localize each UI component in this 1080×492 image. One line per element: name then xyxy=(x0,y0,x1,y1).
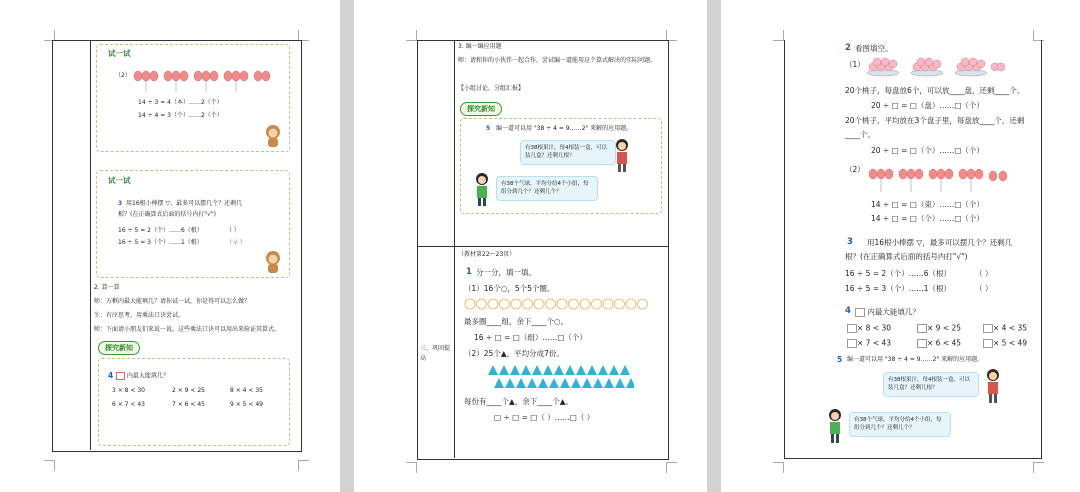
fill-line: 每份有____个▲，余下____个▲。 xyxy=(464,397,574,406)
page-gap xyxy=(707,0,721,492)
question-text: 用16根小棒摆 ▽，最多可以摆几个？还剩几 xyxy=(126,200,243,207)
section-heading: 3. 编一编应用题 xyxy=(458,43,502,50)
grid-cell: 2 × 9 < 25 xyxy=(172,387,205,394)
grid-cell: × 7 < 43 xyxy=(847,339,891,348)
grid-cell: 8 × 4 < 35 xyxy=(230,387,263,394)
triangle-item xyxy=(615,378,625,388)
answer-paren: （ √ ） xyxy=(226,239,246,246)
triangle-item xyxy=(527,378,537,388)
circle-row xyxy=(464,297,654,311)
triangle-item xyxy=(571,378,581,388)
triangle-item xyxy=(620,365,630,375)
document-page-3 xyxy=(721,0,1080,492)
sub-question: （2）25个▲，平均分成7份。 xyxy=(464,349,564,358)
triangle-item xyxy=(587,365,597,375)
equation-line: 20 ÷ □ = □（个）……□（个） xyxy=(871,146,984,155)
row-label: 三、巩固提高 xyxy=(420,345,451,362)
question-text: 编一道可以用 "38 ÷ 4 = 9……2" 来解的应用题。 xyxy=(847,356,984,363)
question-number: 5 xyxy=(486,125,491,132)
teacher-line: 师：下面请小朋友们来说一说，这些乘法口诀可以用出来验证其算式。 xyxy=(94,326,281,333)
grid-cell: × 8 < 30 xyxy=(847,324,891,333)
crop-mark xyxy=(406,462,417,473)
triangle-item xyxy=(604,378,614,388)
answer-paren: （ ） xyxy=(226,227,240,234)
question-number: 3 xyxy=(847,237,853,247)
table-row-divider xyxy=(417,246,668,247)
triangle-item xyxy=(582,378,592,388)
triangle-item xyxy=(499,365,509,375)
circle-item xyxy=(557,299,567,309)
triangle-item xyxy=(488,365,498,375)
circle-item xyxy=(465,299,475,309)
table-column-divider xyxy=(90,40,91,450)
monkey-icon xyxy=(262,124,284,148)
crop-mark xyxy=(773,30,784,41)
question-number: （2） xyxy=(115,72,131,79)
balloon-illustration xyxy=(132,68,272,94)
girl-icon xyxy=(983,368,1003,406)
question-text: 内最大能填几？ xyxy=(855,308,920,317)
circle-item xyxy=(488,299,498,309)
triangle-rows xyxy=(484,364,634,392)
boy-icon xyxy=(472,172,492,208)
triangle-item xyxy=(516,378,526,388)
triangle-item xyxy=(593,378,603,388)
triangle-item xyxy=(576,365,586,375)
crop-mark xyxy=(773,462,784,473)
triangle-item xyxy=(626,378,634,388)
question-text: 看图填空。 xyxy=(855,44,893,53)
fill-line: ____个。 xyxy=(845,130,875,139)
grid-cell: × 4 < 35 xyxy=(983,324,1027,333)
triangle-item xyxy=(549,378,559,388)
student-line: 生：有序思考，用乘法口诀尝试。 xyxy=(94,312,185,319)
girl-icon xyxy=(612,138,632,174)
explore-badge: 探究新知 xyxy=(460,102,502,116)
triangle-item xyxy=(521,365,531,375)
triangle-item xyxy=(538,378,548,388)
speech-bubble: 有38个气球，平均分给4个小组，每组分到几个？还剩几个？ xyxy=(496,176,598,201)
triangle-item xyxy=(554,365,564,375)
circle-item xyxy=(592,299,602,309)
equation-line: 14 ÷ □ = □（个）……□（个） xyxy=(871,214,984,223)
sub-question: （1） xyxy=(845,60,865,69)
question-number: 4 xyxy=(108,371,114,380)
question-text: 内最大能填几？ xyxy=(116,372,169,380)
table-column-divider xyxy=(454,40,455,458)
grid-cell: × 6 < 45 xyxy=(917,339,961,348)
group-note: 【小组讨论，分组汇报】 xyxy=(458,85,525,92)
sub-question: （1）16个○，5个5个圈。 xyxy=(464,284,555,293)
speech-bubble: 有38根果汁，每4根装一盒，可以装几盒？还剩几根？ xyxy=(520,140,616,165)
circle-item xyxy=(500,299,510,309)
fill-line: 最多圈____组，余下____个○。 xyxy=(464,317,569,326)
circle-item xyxy=(603,299,613,309)
circle-item xyxy=(511,299,521,309)
question-number: 5 xyxy=(837,355,843,364)
circle-item xyxy=(534,299,544,309)
balloon-illustration xyxy=(867,166,1007,196)
grid-cell: × 9 < 25 xyxy=(917,324,961,333)
equation-line: 14 ÷ 4 = 3（个）……2（个） xyxy=(138,112,223,119)
circle-item xyxy=(580,299,590,309)
triangle-item xyxy=(598,365,608,375)
section-heading: 2. 算一算 xyxy=(94,284,120,291)
try-label: 试一试 xyxy=(108,49,131,58)
speech-bubble: 有38根果汁，每4根装一盒，可以装几盒？还剩几根？ xyxy=(883,372,979,397)
grid-cell: 7 × 6 < 45 xyxy=(172,401,205,408)
crop-mark xyxy=(298,460,309,471)
circle-item xyxy=(626,299,636,309)
triangle-item xyxy=(609,365,619,375)
crop-mark xyxy=(406,30,417,41)
question-number: 2 xyxy=(845,43,851,53)
crop-mark xyxy=(44,460,55,471)
grid-cell: 3 × 8 < 30 xyxy=(112,387,145,394)
speech-bubble: 有38个气球，平均分给4个小组，每组分到几个？还剩几个？ xyxy=(849,412,951,437)
document-page-2 xyxy=(354,0,707,492)
textbook-ref: （教材第22～23页） xyxy=(458,251,516,258)
triangle-item xyxy=(565,365,575,375)
question-number: 1 xyxy=(466,267,472,277)
triangle-item xyxy=(543,365,553,375)
equation-line: □ ÷ □ = □（ ）……□（ ） xyxy=(494,413,595,422)
question-number: 3 xyxy=(118,200,123,207)
question-text: 分一分，填一填。 xyxy=(476,268,536,277)
circle-item xyxy=(569,299,579,309)
triangle-item xyxy=(505,378,515,388)
equation-line: 16 ÷ 5 = 2（个）……6（根） xyxy=(118,227,203,234)
question-text: 编一道可以用 "38 ÷ 4 = 9……2" 来解的应用题。 xyxy=(496,125,633,132)
question-text: 根？(在正确算式后面的括号内打"√") xyxy=(845,252,968,261)
grid-cell: × 5 < 49 xyxy=(983,339,1027,348)
equation-line: 20 ÷ □ = □（盘）……□（个） xyxy=(871,101,984,110)
equation-line: 16 ÷ 5 = 3（个）……1（根） xyxy=(845,284,951,293)
triangle-item xyxy=(510,365,520,375)
circle-item xyxy=(638,299,648,309)
answer-paren: （ ） xyxy=(975,269,993,278)
exercise-frame xyxy=(96,44,290,152)
question-text: 用16根小棒摆 ▽，最多可以摆几个？还剩几 xyxy=(867,238,1013,247)
monkey-icon xyxy=(262,250,284,274)
equation-line: 16 ÷ 5 = 3（个）……1（根） xyxy=(118,239,203,246)
fill-line: 20个桃子，平均放在3个盘子里，每盘放____个，还剩 xyxy=(845,116,1025,125)
triangle-item xyxy=(532,365,542,375)
teacher-line: 师：请和你的小伙伴一起合作，尝试编一道能用这个算式解决的实际问题。 xyxy=(458,57,657,64)
triangle-item xyxy=(560,378,570,388)
circle-item xyxy=(477,299,487,309)
equation-line: 14 ÷ 3 = 4（本）……2（个） xyxy=(138,99,223,106)
grid-cell: 9 × 5 < 49 xyxy=(230,401,263,408)
peach-plates xyxy=(865,56,1005,78)
sub-question: （2） xyxy=(845,165,865,174)
circle-item xyxy=(546,299,556,309)
teacher-line: 师：方框内最大能填几？请你试一试，你是得可以怎么做？ xyxy=(94,298,251,305)
crop-mark xyxy=(666,462,677,473)
circle-item xyxy=(615,299,625,309)
circle-item xyxy=(523,299,533,309)
explore-badge: 探究新知 xyxy=(98,341,140,355)
try-label: 试一试 xyxy=(108,176,131,185)
equation-line: 16 ÷ □ = □（组）……□（个） xyxy=(474,333,587,342)
document-page-1 xyxy=(0,0,340,492)
equation-line: 16 ÷ 5 = 2（个）……6（根） xyxy=(845,269,951,278)
question-number: 4 xyxy=(845,306,851,316)
fill-line: 20个桃子，每盘放6个，可以放____盘，还剩____个。 xyxy=(845,86,1025,95)
answer-paren: （ ） xyxy=(975,284,993,293)
grid-cell: 6 × 7 < 43 xyxy=(112,401,145,408)
triangle-item xyxy=(494,378,504,388)
exercise-frame xyxy=(96,170,290,278)
question-text: 根？(在正确算式后面的括号内打"√") xyxy=(118,211,217,218)
equation-line: 14 ÷ □ = □（束）……□（个） xyxy=(871,200,984,209)
page-gap xyxy=(340,0,354,492)
crop-mark xyxy=(1033,462,1044,473)
boy-icon xyxy=(825,408,845,446)
